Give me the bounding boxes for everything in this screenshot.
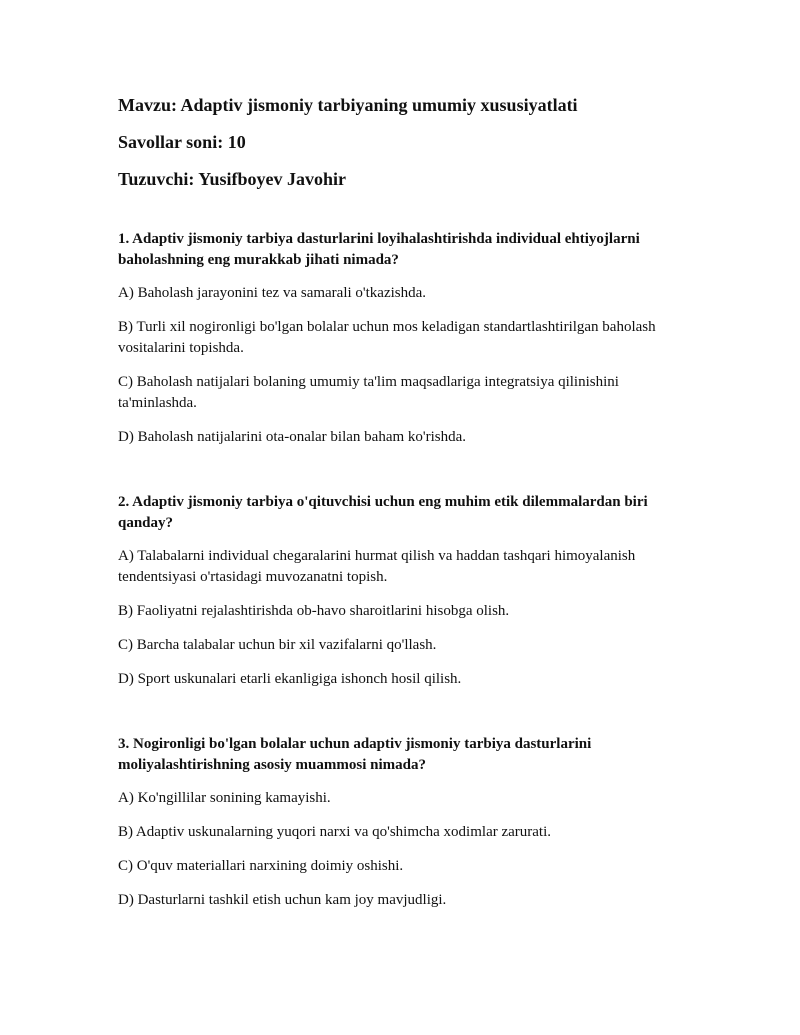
document-page: [118, 92, 693, 911]
answer-option-b: B) Faoliyatni rejalashtirishda ob-havo sharoitlarini hisobga olish.: [118, 603, 510, 619]
question-text: 1. Adaptiv jismoniy tarbiya dasturlarini loyihalashtirishda individual ehtiyojlarni baholashning eng murakkab jihati nimada?: [118, 231, 640, 268]
answer-option-c: C) O'quv materiallari narxining doimiy oshishi.: [118, 858, 404, 874]
answer-option-b: B) Turli xil nogironligi bo'lgan bolalar uchun mos keladigan standartlashtirilgan baholash vositalarini topishda.: [118, 319, 656, 356]
question-text: 2. Adaptiv jismoniy tarbiya o'qituvchisi uchun eng muhim etik dilemmalardan biri qanday?: [118, 494, 648, 531]
author-heading: Tuzuvchi: Yusifboyev Javohir: [118, 169, 347, 189]
question-count-heading: Savollar soni: 10: [118, 132, 246, 152]
answer-option-c: C) Barcha talabalar uchun bir xil vazifalarni qo'llash.: [118, 637, 437, 653]
answer-option-d: D) Dasturlarni tashkil etish uchun kam joy mavjudligi.: [118, 892, 447, 908]
topic-heading: Mavzu: Adaptiv jismoniy tarbiyaning umumiy xususiyatlati: [118, 95, 578, 115]
answer-option-a: A) Ko'ngillilar sonining kamayishi.: [118, 790, 331, 806]
answer-option-d: D) Baholash natijalarini ota-onalar bilan baham ko'rishda.: [118, 429, 467, 445]
question-3: [118, 734, 693, 911]
question-1: [118, 229, 693, 448]
answer-option-a: A) Talabalarni individual chegaralarini hurmat qilish va haddan tashqari himoyalanish tendentsiyasi o'rtasidagi muvozanatni topish.: [118, 548, 636, 585]
answer-option-b: B) Adaptiv uskunalarning yuqori narxi va qo'shimcha xodimlar zarurati.: [118, 824, 552, 840]
answer-option-a: A) Baholash jarayonini tez va samarali o'tkazishda.: [118, 285, 427, 301]
answer-option-c: C) Baholash natijalari bolaning umumiy ta'lim maqsadlariga integratsiya qilinishini ta'minlashda.: [118, 374, 619, 411]
question-text: 3. Nogironligi bo'lgan bolalar uchun adaptiv jismoniy tarbiya dasturlarini moliyalashtirishning asosiy muammosi nimada?: [118, 736, 592, 773]
answer-option-d: D) Sport uskunalari etarli ekanligiga ishonch hosil qilish.: [118, 671, 462, 687]
question-2: [118, 492, 693, 690]
